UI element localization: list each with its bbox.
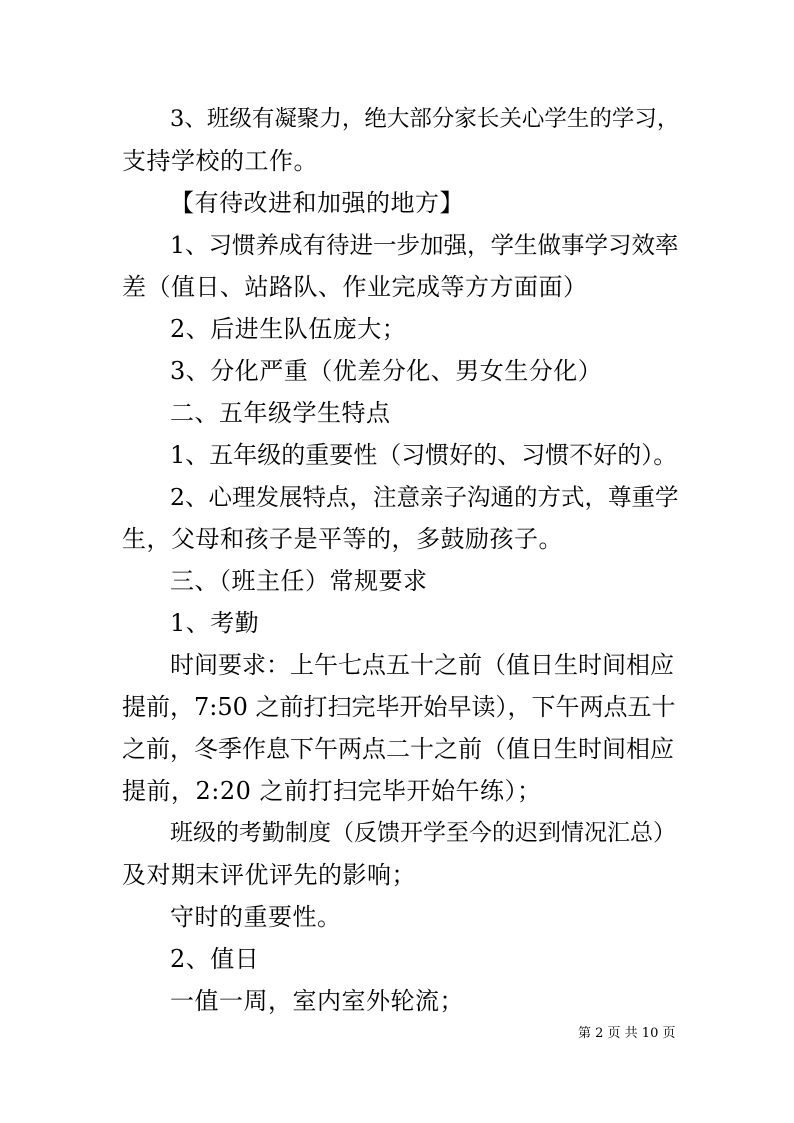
section-heading: 【有待改进和加强的地方】 <box>170 189 464 217</box>
paragraph-line: 一值一周，室内室外轮流； <box>170 987 464 1015</box>
paragraph-line: 3、班级有凝聚力，绝大部分家长关心学生的学习， <box>170 106 680 132</box>
paragraph-line: 3、分化严重（优差分化、男女生分化） <box>170 357 603 385</box>
paragraph-line: 时间要求：上午七点五十之前（值日生时间相应 <box>170 651 674 679</box>
paragraph-line: 支持学校的工作。 <box>122 147 318 175</box>
paragraph-line: 2、心理发展特点，注意亲子沟通的方式，尊重学 <box>170 483 679 511</box>
paragraph-line: 差（值日、站路队、作业完成等方方面面） <box>122 273 588 301</box>
paragraph-line: 守时的重要性。 <box>170 903 342 931</box>
paragraph-line: 班级的考勤制度（反馈开学至今的迟到情况汇总） <box>170 820 676 846</box>
section-heading: 三、（班主任）常规要求 <box>170 567 428 595</box>
paragraph-line: 2、后进生队伍庞大； <box>170 315 407 343</box>
subsection-heading: 2、值日 <box>170 945 260 973</box>
paragraph-line: 提前，7:50 之前打扫完毕开始早读），下午两点五十 <box>122 693 676 721</box>
paragraph-line: 1、习惯养成有待进一步加强，学生做事学习效率 <box>170 231 679 259</box>
paragraph-line: 之前，冬季作息下午两点二十之前（值日生时间相应 <box>122 735 674 763</box>
subsection-heading: 1、考勤 <box>170 609 260 637</box>
paragraph-line: 1、五年级的重要性（习惯好的、习惯不好的）。 <box>170 441 678 469</box>
paragraph-line: 生，父母和孩子是平等的，多鼓励孩子。 <box>122 525 563 553</box>
section-heading: 二、五年级学生特点 <box>170 399 391 427</box>
page-number-footer: 第 2 页 共 10 页 <box>578 1026 676 1041</box>
paragraph-line: 提前，2:20 之前打扫完毕开始午练）； <box>122 777 542 805</box>
paragraph-line: 及对期末评优评先的影响； <box>122 861 416 889</box>
